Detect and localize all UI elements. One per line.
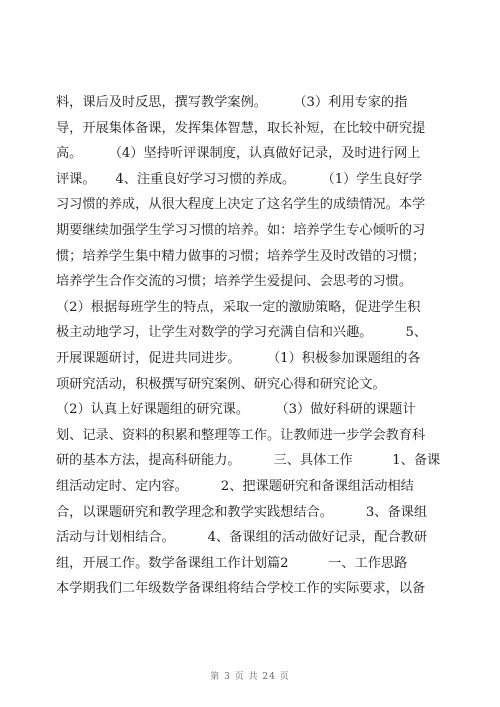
text-line: （2）认真上好课题组的研究课。 （3）做好科研的课题计 [56, 402, 416, 418]
text-line: （2）根据每班学生的特点，采取一定的激励策略，促进学生积 [56, 299, 421, 315]
text-line: 期要继续加强学生学习习惯的培养。如：培养学生专心倾听的习 [56, 222, 426, 238]
body-text [56, 90, 452, 602]
text-line: 本学期我们二年级数学备课组将结合学校工作的实际要求，以备 [56, 581, 426, 597]
text-line: 极主动地学习，让学生对数学的学习充满自信和兴趣。 5、 [56, 325, 428, 341]
text-line: 划、记录、资料的积累和整理等工作。让教师进一步学会教育科 [56, 427, 426, 443]
text-line: 研的基本方法，提高科研能力。 三、具体工作 1、备课 [56, 453, 441, 469]
text-line: 开展课题研讨，促进共同进步。 （1）积极参加课题组的各 [56, 350, 421, 366]
text-line: 活动与计划相结合。 4、备课组的活动做好记录，配合教研 [56, 530, 428, 546]
text-line: 项研究活动，积极撰写研究案例、研究心得和研究论文。 [56, 376, 386, 392]
text-line: 导，开展集体备课，发挥集体智慧，取长补短，在比较中研究提 [56, 120, 426, 136]
text-line: 高。 （4）坚持听评课制度，认真做好记录，及时进行网上 [56, 146, 421, 162]
text-line: 习习惯的养成，从很大程度上决定了这名学生的成绩情况。本学 [56, 197, 426, 213]
text-line: 合，以课题研究和教学理念和教学实践想结合。 3、备课组 [56, 504, 428, 520]
text-line: 培养学生合作交流的习惯；培养学生爱提问、会思考的习惯。 [56, 274, 413, 290]
text-line: 惯；培养学生集中精力做事的习惯；培养学生及时改错的习惯； [56, 248, 426, 264]
text-line: 组活动定时、定内容。 2、把课题研究和备课组活动相结 [56, 478, 414, 494]
text-line: 组，开展工作。数学备课组工作计划篇2 一、工作思路 [56, 555, 408, 571]
text-line: 料，课后及时反思，撰写教学案例。 （3）利用专家的指 [56, 95, 408, 110]
text-line: 评课。 4、注重良好学习习惯的养成。 （1）学生良好学 [56, 171, 423, 187]
page-number-footer: 第 3 页 共 24 页 [210, 672, 290, 682]
